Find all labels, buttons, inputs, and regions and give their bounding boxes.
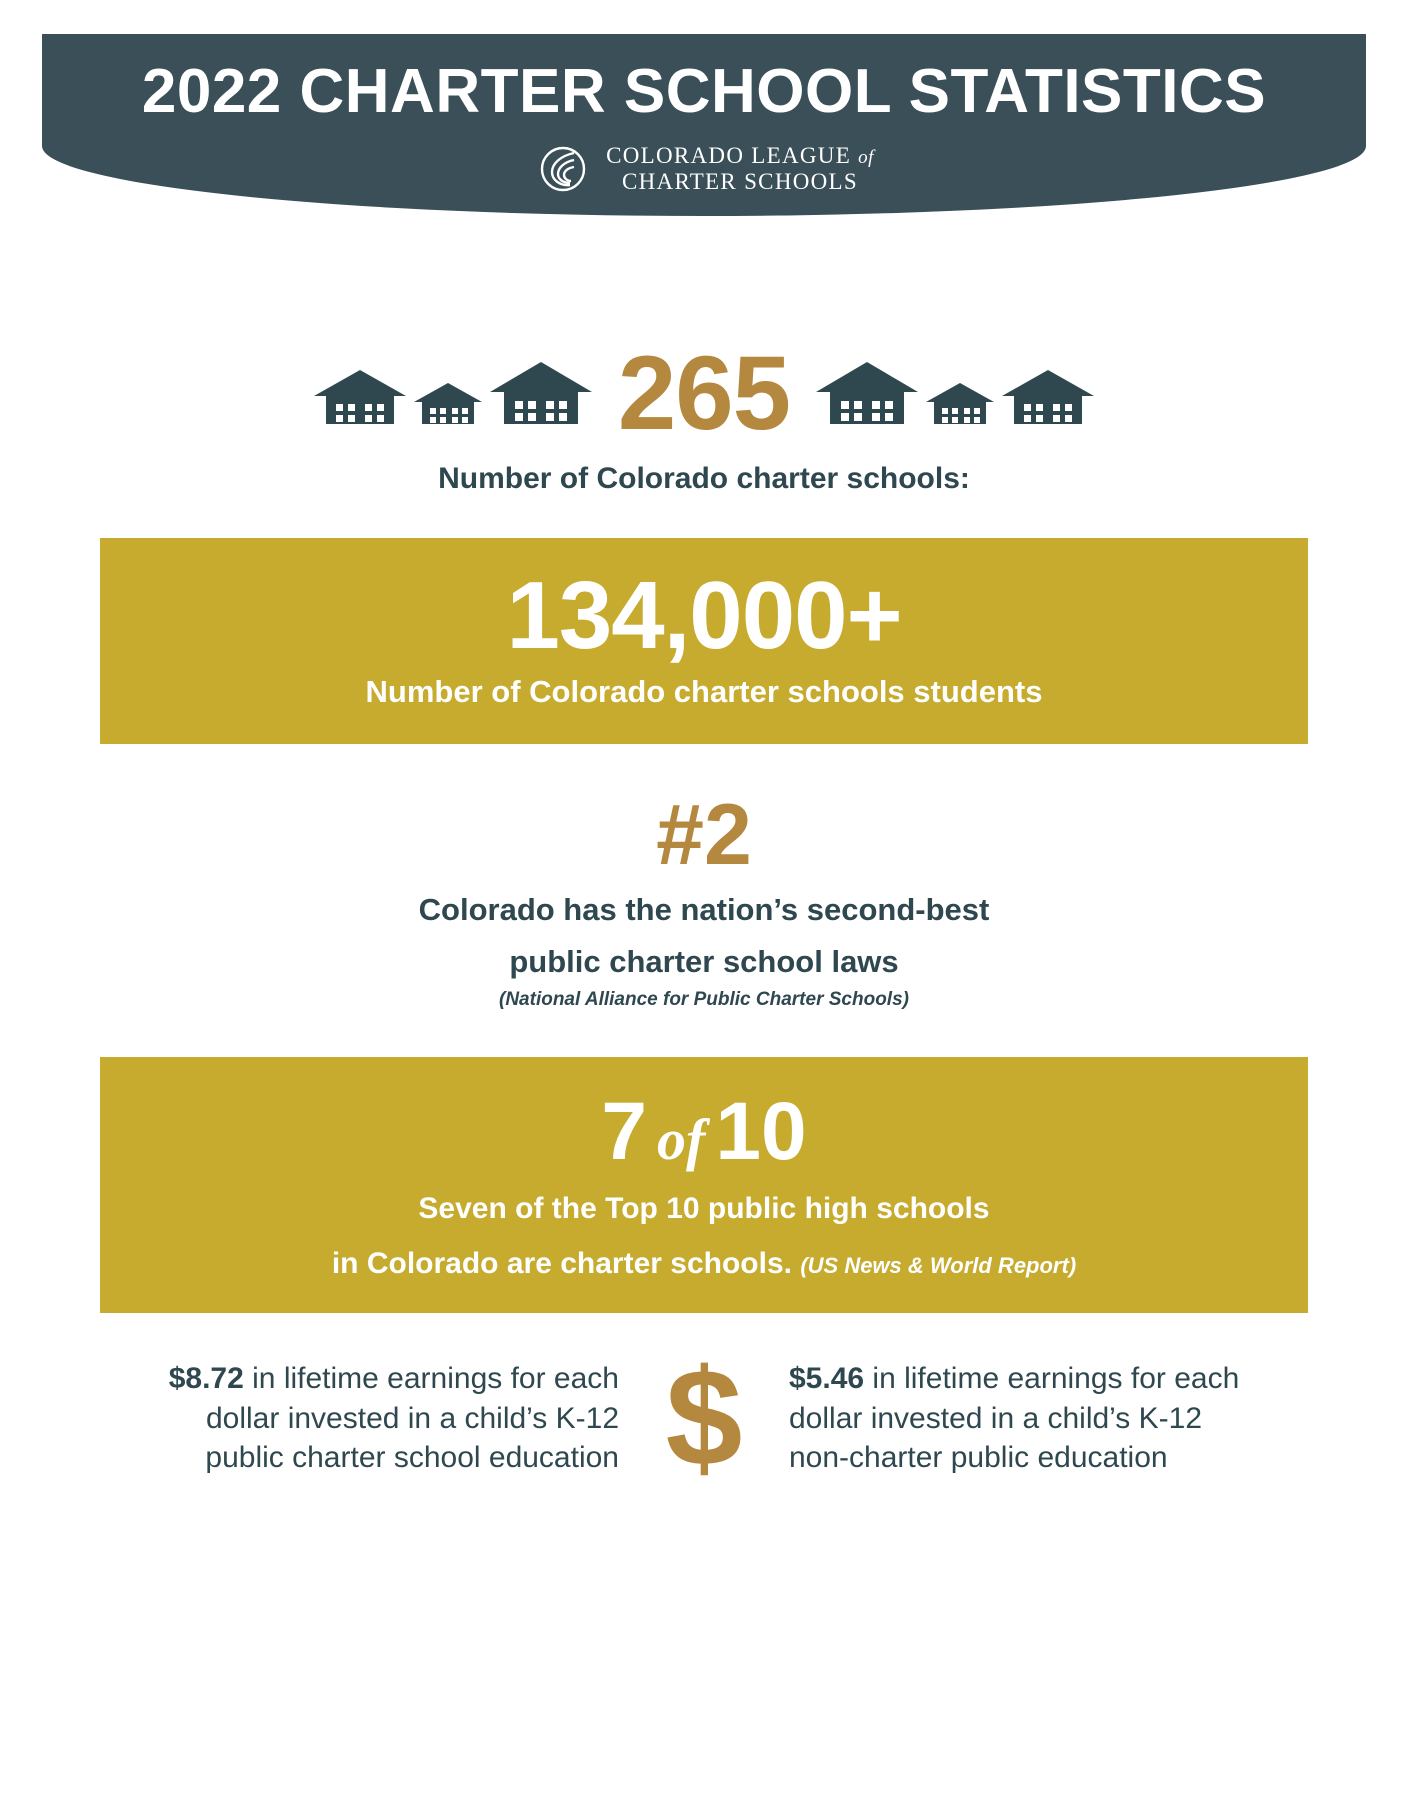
- logo-line-1: COLORADO LEAGUE: [606, 143, 852, 169]
- house-icon: [412, 380, 484, 428]
- charter-law-rank-line-1: Colorado has the nation’s second-best: [418, 892, 990, 927]
- house-icon: [312, 366, 408, 428]
- student-count-panel: [100, 538, 1308, 744]
- earnings-noncharter-description: in lifetime earnings for each dollar invested in a child’s K-12 non-charter public education: [789, 1361, 1240, 1475]
- top-schools-line-1: Seven of the Top 10 public high schools: [418, 1192, 990, 1226]
- house-icon: [1000, 366, 1096, 428]
- colorado-league-swirl-icon: [534, 140, 592, 198]
- house-icon: [924, 380, 996, 428]
- page-title: 2022 CHARTER SCHOOL STATISTICS: [141, 57, 1267, 126]
- house-icon: [814, 358, 920, 428]
- organization-logo: [0, 140, 1408, 198]
- house-icon: [488, 358, 594, 428]
- top-schools-denominator: 10: [715, 1086, 807, 1178]
- charter-school-count-row: [0, 334, 1408, 452]
- page-header: [0, 0, 1408, 250]
- dollar-sign-icon: $: [665, 1341, 743, 1496]
- earnings-charter-description: in lifetime earnings for each dollar invested in a child’s K-12 public charter school education: [205, 1361, 619, 1475]
- top-schools-numerator: 7: [601, 1086, 648, 1178]
- top-schools-line-2: in Colorado are charter schools.: [331, 1247, 792, 1281]
- earnings-noncharter-amount: $5.46: [789, 1361, 865, 1395]
- top-schools-connector: of: [657, 1107, 706, 1173]
- charter-school-count-caption: Number of Colorado charter schools:: [438, 462, 970, 495]
- top-schools-line-2-wrap: [120, 1244, 1288, 1283]
- top-schools-source: (US News & World Report): [800, 1253, 1077, 1279]
- charter-law-rank: #2: [656, 787, 752, 883]
- charter-law-rank-line-2: public charter school laws: [509, 943, 899, 979]
- house-icon-group-left: [312, 358, 594, 428]
- top-schools-ratio: [120, 1086, 1288, 1178]
- charter-law-rank-section: [0, 787, 1408, 1011]
- earnings-charter-amount: $8.72: [168, 1361, 244, 1395]
- logo-wordmark: [606, 143, 874, 195]
- charter-school-count: 265: [617, 334, 791, 452]
- student-count: 134,000+: [506, 562, 902, 669]
- earnings-noncharter-text: [759, 1359, 1259, 1478]
- lifetime-earnings-section: [0, 1341, 1408, 1496]
- earnings-charter-text: [149, 1359, 649, 1478]
- student-count-caption: Number of Colorado charter schools students: [365, 674, 1043, 709]
- logo-line-2: CHARTER SCHOOLS: [621, 169, 858, 194]
- logo-of: of: [858, 147, 874, 169]
- charter-law-rank-source: (National Alliance for Public Charter Schools): [499, 989, 909, 1011]
- house-icon-group-right: [814, 358, 1096, 428]
- top-schools-panel: [100, 1057, 1308, 1313]
